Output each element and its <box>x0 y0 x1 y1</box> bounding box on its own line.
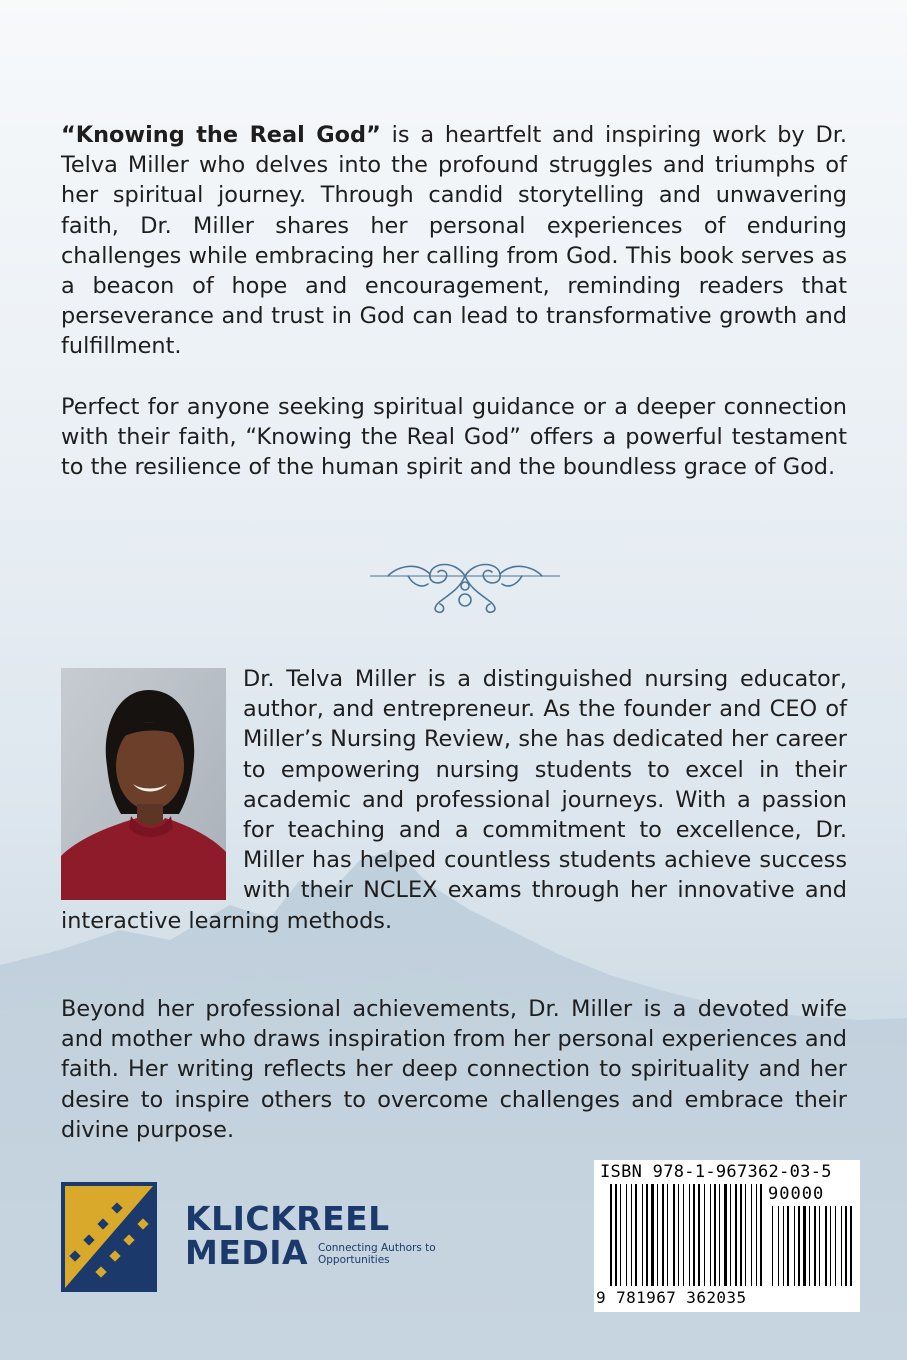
book-title-quote: “Knowing the Real God” <box>61 122 381 148</box>
author-bio-text-1: Dr. Telva Miller is a distinguished nursing educator, author, and entrepreneur. As the founder and CEO of Miller’s Nursing Review, she has dedicated her career to empowering nursing students to excel in their academic and professional journeys. With a passion for teaching and a commitment to excellence, Dr. Miller has helped countless students achieve success with their NCLEX exams through her innovative and interactive learning methods. <box>61 666 847 934</box>
isbn-barcode <box>594 1160 860 1312</box>
publisher-tagline: Connecting Authors to Opportunities <box>318 1242 436 1266</box>
description-paragraph-2: Perfect for anyone seeking spiritual guidance or a deeper connection with their faith, “Knowing the Real God” offers a powerful testament to the resilience of the human spirit and the boundless grace of God. <box>61 394 847 481</box>
publisher-name-line-2: MEDIA <box>185 1233 309 1272</box>
description-paragraph-1-text: is a heartfelt and inspiring work by Dr. Telva Miller who delves into the profound struggles and triumphs of her spiritual journey. Through candid storytelling and unwavering faith, Dr. Miller shares her personal experiences of enduring challenges while embracing her calling from God. This book serves as a beacon of hope and encouragement, reminding readers that perseverance and trust in God can lead to transformative growth and fulfillment. <box>61 122 847 360</box>
film-reel-logo-icon <box>61 1182 157 1292</box>
flourish-ornament-icon <box>370 552 560 616</box>
publisher-logo-block <box>61 1182 461 1292</box>
barcode-digits: 9 781967 362035 <box>596 1288 747 1307</box>
author-bio-paragraph-1 <box>61 664 847 936</box>
author-photo <box>61 668 226 900</box>
publisher-name-line-1: KLICKREEL <box>185 1199 390 1238</box>
author-bio-paragraph-2: Beyond her professional achievements, Dr. Miller is a devoted wife and mother who draws inspiration from her personal experiences and faith. Her writing reflects her deep connection to spirituality and her desire to inspire others to overcome challenges and embrace their divine purpose. <box>61 996 847 1143</box>
isbn-label: ISBN 978-1-967362-03-5 <box>600 1162 832 1182</box>
price-code: 90000 <box>768 1184 825 1204</box>
description-paragraph-1 <box>61 120 847 362</box>
